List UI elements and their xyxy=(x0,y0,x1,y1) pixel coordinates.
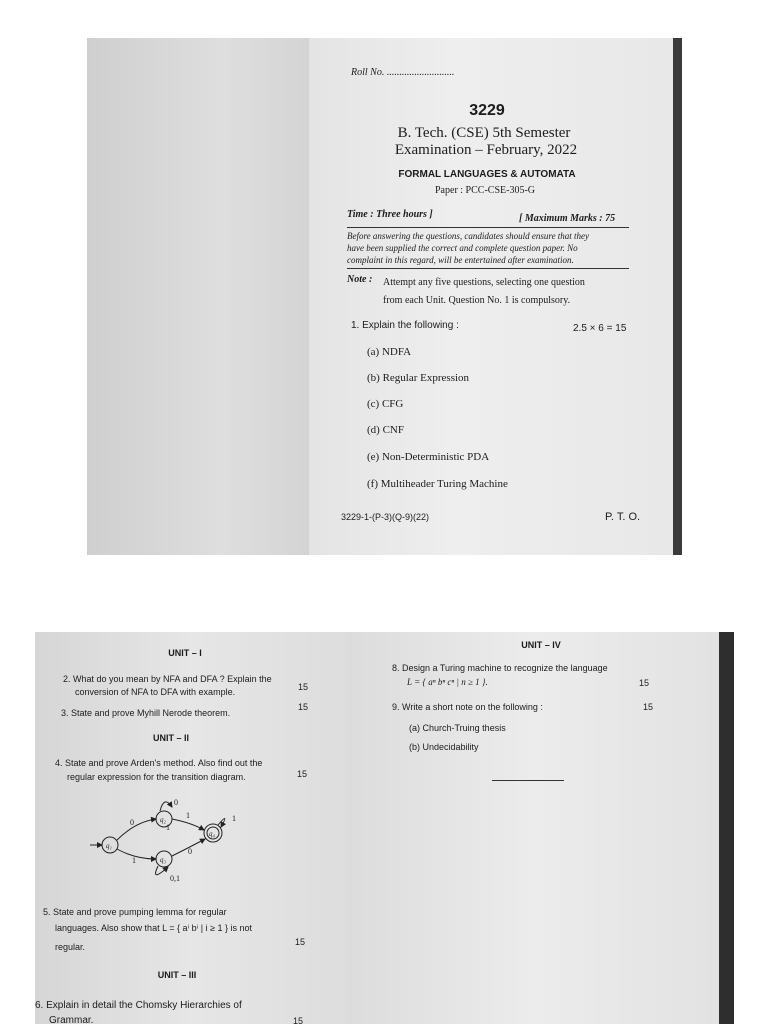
question-4-marks: 15 xyxy=(297,769,308,779)
question-5-marks: 15 xyxy=(295,937,306,947)
question-9-part-b: (b) Undecidability xyxy=(409,742,479,752)
question-6-line-2: Grammar. xyxy=(49,1015,94,1024)
question-1-part: (f) Multiheader Turing Machine xyxy=(367,478,508,490)
question-paper-back-right xyxy=(347,632,719,1024)
paper-id: Paper : PCC-CSE-305-G xyxy=(435,185,535,196)
unit-4-heading: UNIT – IV xyxy=(521,640,561,650)
edge-label: 0 xyxy=(130,818,134,827)
loop-q3 xyxy=(156,866,168,875)
exam-page-photo-1 xyxy=(87,38,682,555)
question-5-line-3: regular. xyxy=(55,942,86,952)
question-6-line-1: 6. Explain in detail the Chomsky Hierarchies of xyxy=(35,1000,242,1011)
paper-code: 3229 xyxy=(469,102,505,119)
unit-3-heading: UNIT – III xyxy=(157,970,197,980)
state-label: q₂ xyxy=(160,816,166,824)
edge-label: 0,1 xyxy=(170,874,180,883)
question-1-part: (a) NDFA xyxy=(367,346,412,358)
edge-q2-q4 xyxy=(172,819,204,830)
question-1-part: (d) CNF xyxy=(367,424,404,436)
question-1-marks: 2.5 × 6 = 15 xyxy=(573,323,627,334)
question-paper-front xyxy=(309,38,673,555)
edge-q1-q2 xyxy=(117,819,156,840)
edge-label: 1 xyxy=(132,856,136,865)
exam-title: Examination – February, 2022 xyxy=(394,142,578,158)
question-4-line-1: 4. State and prove Arden's method. Also find out the xyxy=(55,758,263,768)
background-edge xyxy=(673,38,682,555)
state-label: q₁ xyxy=(106,842,112,850)
edge-label: 1 xyxy=(166,823,170,832)
question-1: 1. Explain the following : xyxy=(351,320,459,331)
question-2-line-2: conversion of NFA to DFA with example. xyxy=(75,687,236,697)
divider xyxy=(347,268,629,269)
question-2-marks: 15 xyxy=(298,682,309,692)
question-9-part-a: (a) Church-Truing thesis xyxy=(409,723,506,733)
time-allowed: Time : Three hours ] xyxy=(347,209,433,220)
loop-q2 xyxy=(160,802,172,811)
unit-2-heading: UNIT – II xyxy=(152,733,190,743)
edge-label: 1 xyxy=(232,814,236,823)
question-paper-back-left xyxy=(35,632,349,1024)
subject-title: FORMAL LANGUAGES & AUTOMATA xyxy=(398,169,576,180)
edge-label: 0 xyxy=(188,847,192,856)
note-line-2: from each Unit. Question No. 1 is compulsory. xyxy=(383,295,571,306)
question-6-marks: 15 xyxy=(293,1016,304,1024)
question-9-marks: 15 xyxy=(643,702,654,712)
footer-pto: P. T. O. xyxy=(605,511,641,523)
edge-q1-q3 xyxy=(117,849,156,859)
blank-left-page xyxy=(87,38,312,555)
question-1-part: (b) Regular Expression xyxy=(367,372,470,384)
question-3-marks: 15 xyxy=(298,702,309,712)
exam-page-photo-2 xyxy=(35,632,734,1024)
state-label: q₄ xyxy=(209,830,215,838)
question-2-line-1: 2. What do you mean by NFA and DFA ? Explain the xyxy=(63,674,272,684)
end-rule xyxy=(492,780,564,781)
question-1-part: (c) CFG xyxy=(367,398,404,410)
question-5-line-1: 5. State and prove pumping lemma for regular xyxy=(43,907,227,917)
state-label: q₃ xyxy=(160,856,166,864)
instruction-line-2: have been supplied the correct and complete question paper. No xyxy=(347,243,578,253)
note-line-1: Attempt any five questions, selecting one question xyxy=(383,277,585,288)
course-title: B. Tech. (CSE) 5th Semester xyxy=(397,125,571,141)
roll-no: Roll No. ........................... xyxy=(351,67,455,78)
question-8-line-1: 8. Design a Turing machine to recognize the language xyxy=(392,663,608,673)
divider xyxy=(347,227,629,228)
question-8-line-2: L = { aⁿ bⁿ cⁿ | n ≥ 1 }. xyxy=(407,677,488,687)
question-8-marks: 15 xyxy=(639,678,650,688)
question-4-line-2: regular expression for the transition diagram. xyxy=(67,772,246,782)
unit-1-heading: UNIT – I xyxy=(168,648,202,658)
background-edge xyxy=(719,632,734,1024)
instruction-line-1: Before answering the questions, candidates should ensure that they xyxy=(347,231,590,241)
note-label: Note : xyxy=(347,274,373,285)
question-1-part: (e) Non-Deterministic PDA xyxy=(367,451,490,463)
question-5-line-2: languages. Also show that L = { aⁱ bⁱ | i ≥ 1 } is not xyxy=(55,923,253,933)
instruction-line-3: complaint in this regard, will be entertained after examination. xyxy=(347,255,574,265)
edge-label: 1 xyxy=(186,811,190,820)
question-9: 9. Write a short note on the following : xyxy=(392,702,543,712)
transition-diagram xyxy=(80,797,260,892)
question-3: 3. State and prove Myhill Nerode theorem. xyxy=(61,708,231,718)
footer-code: 3229-1-(P-3)(Q-9)(22) xyxy=(341,512,430,522)
max-marks: [ Maximum Marks : 75 xyxy=(519,213,616,224)
edge-label: 0 xyxy=(174,798,178,807)
